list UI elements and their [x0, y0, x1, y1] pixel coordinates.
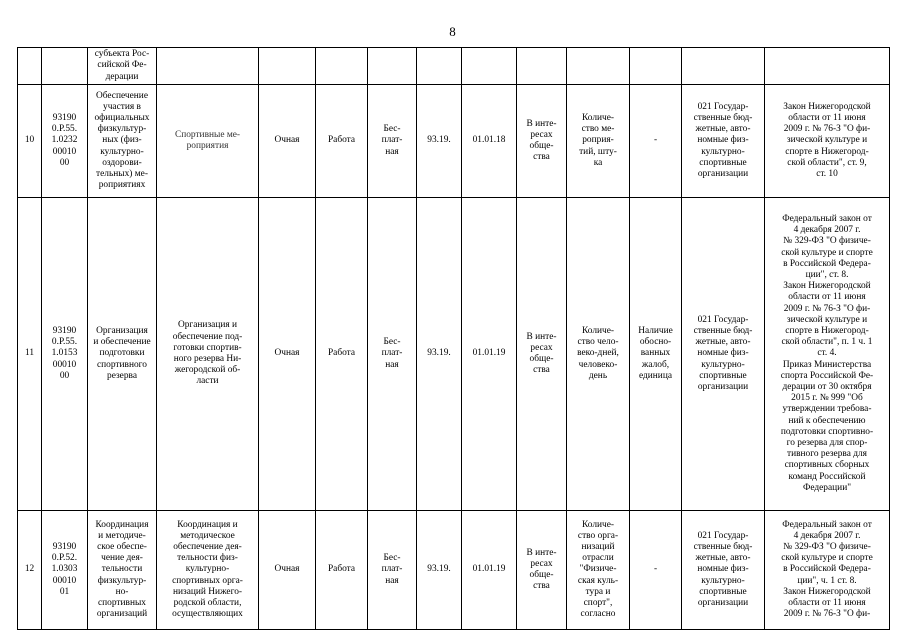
cell-number: 12: [18, 511, 42, 630]
cell-okved: 93.19.: [417, 511, 462, 630]
cell-number: [18, 48, 42, 85]
cell-type: [316, 48, 368, 85]
table-row: [18, 511, 890, 630]
cell-content: Координация и методическое обеспечение дея- тельности физ- культурно- спортивных орга- низаций Нижего- родской области, осуществляющих: [157, 511, 259, 630]
cell-volume: [567, 48, 630, 85]
cell-form: Очная: [259, 85, 316, 198]
cell-volume: Количе- ство чело- веко-дней, человеко- день: [567, 198, 630, 511]
cell-volume: Количе- ство орга- низаций отрасли "Физиче- ская куль- тура и спорт", согласно: [567, 511, 630, 630]
cell-content: [157, 48, 259, 85]
cell-type: Работа: [316, 85, 368, 198]
table-row: [18, 198, 890, 511]
cell-name: Обеспечение участия в официальных физкультур- ных (физ- культурно- оздорови- тельных) ме- роприятиях: [88, 85, 157, 198]
cell-date: 01.01.18: [462, 85, 517, 198]
cell-okved: 93.19.: [417, 198, 462, 511]
cell-name: Организация и обеспечение подготовки спортивного резерва: [88, 198, 157, 511]
cell-provider: 021 Государ- ственные бюд- жетные, авто- номные физ- культурно- спортивные организации: [682, 85, 765, 198]
cell-date: 01.01.19: [462, 511, 517, 630]
cell-form: Очная: [259, 511, 316, 630]
cell-content: Спортивные ме- роприятия: [157, 85, 259, 198]
cell-form: Очная: [259, 198, 316, 511]
cell-quality: Наличие обосно- ванных жалоб, единица: [630, 198, 682, 511]
cell-form: [259, 48, 316, 85]
cell-number: 11: [18, 198, 42, 511]
cell-type: Работа: [316, 511, 368, 630]
cell-law: Закон Нижегородской области от 11 июня 2009 г. № 76-З "О фи- зической культуре и спорте в Нижегород- ской области", ст. 9, ст. 10: [765, 85, 890, 198]
services-table: [17, 47, 890, 630]
cell-law: Федеральный закон от 4 декабря 2007 г. № 329-ФЗ "О физиче- ской культуре и спорте в Российской Федера- ции", ч. 1 ст. 8. Закон Нижегородской области от 11 июня 2009 г. № 76-З "О фи-: [765, 511, 890, 630]
cell-type: Работа: [316, 198, 368, 511]
cell-code: 93190 0.Р.55. 1.0232 00010 00: [42, 85, 88, 198]
cell-quality: -: [630, 85, 682, 198]
cell-payment: [368, 48, 417, 85]
cell-interest: В инте- ресах обще- ства: [517, 511, 567, 630]
cell-payment: Бес- плат- ная: [368, 511, 417, 630]
cell-okved: [417, 48, 462, 85]
cell-interest: [517, 48, 567, 85]
cell-date: [462, 48, 517, 85]
cell-quality: [630, 48, 682, 85]
cell-provider: 021 Государ- ственные бюд- жетные, авто- номные физ- культурно- спортивные организации: [682, 511, 765, 630]
cell-volume: Количе- ство ме- роприя- тий, шту- ка: [567, 85, 630, 198]
cell-quality: -: [630, 511, 682, 630]
page-number: 8: [449, 24, 456, 39]
cell-payment: Бес- плат- ная: [368, 198, 417, 511]
cell-date: 01.01.19: [462, 198, 517, 511]
cell-code: [42, 48, 88, 85]
cell-provider: [682, 48, 765, 85]
table-row: [18, 85, 890, 198]
cell-payment: Бес- плат- ная: [368, 85, 417, 198]
cell-content: Организация и обеспечение под- готовки спортив- ного резерва Ни- жегородской об- ласти: [157, 198, 259, 511]
cell-name: субъекта Рос- сийской Фе- дерации: [88, 48, 157, 85]
cell-number: 10: [18, 85, 42, 198]
cell-law: [765, 48, 890, 85]
cell-provider: 021 Государ- ственные бюд- жетные, авто- номные физ- культурно- спортивные организации: [682, 198, 765, 511]
cell-code: 93190 0.Р.52. 1.0303 00010 01: [42, 511, 88, 630]
cell-okved: 93.19.: [417, 85, 462, 198]
cell-code: 93190 0.Р.55. 1.0153 00010 00: [42, 198, 88, 511]
cell-name: Координация и методиче- ское обеспе- чение дея- тельности физкультур- но- спортивных организаций: [88, 511, 157, 630]
table-row: [18, 48, 890, 85]
cell-interest: В инте- ресах обще- ства: [517, 198, 567, 511]
cell-law: Федеральный закон от 4 декабря 2007 г. № 329-ФЗ "О физиче- ской культуре и спорте в Российской Федера- ции", ст. 8. Закон Нижегородской области от 11 июня 2009 г. № 76-З "О фи- зической культуре и спорте в Нижегород- ской области", п. 1 ч. 1 ст. 4. Приказ Министерства спорта Российской Фе- дерации от 30 октября 2015 г. № 999 "Об утверждении требова- ний к обеспечению подготовки спортивно- го резерва для спор- тивного резерва для спортивных сборных команд Российской Федерации": [765, 198, 890, 511]
cell-interest: В инте- ресах обще- ства: [517, 85, 567, 198]
